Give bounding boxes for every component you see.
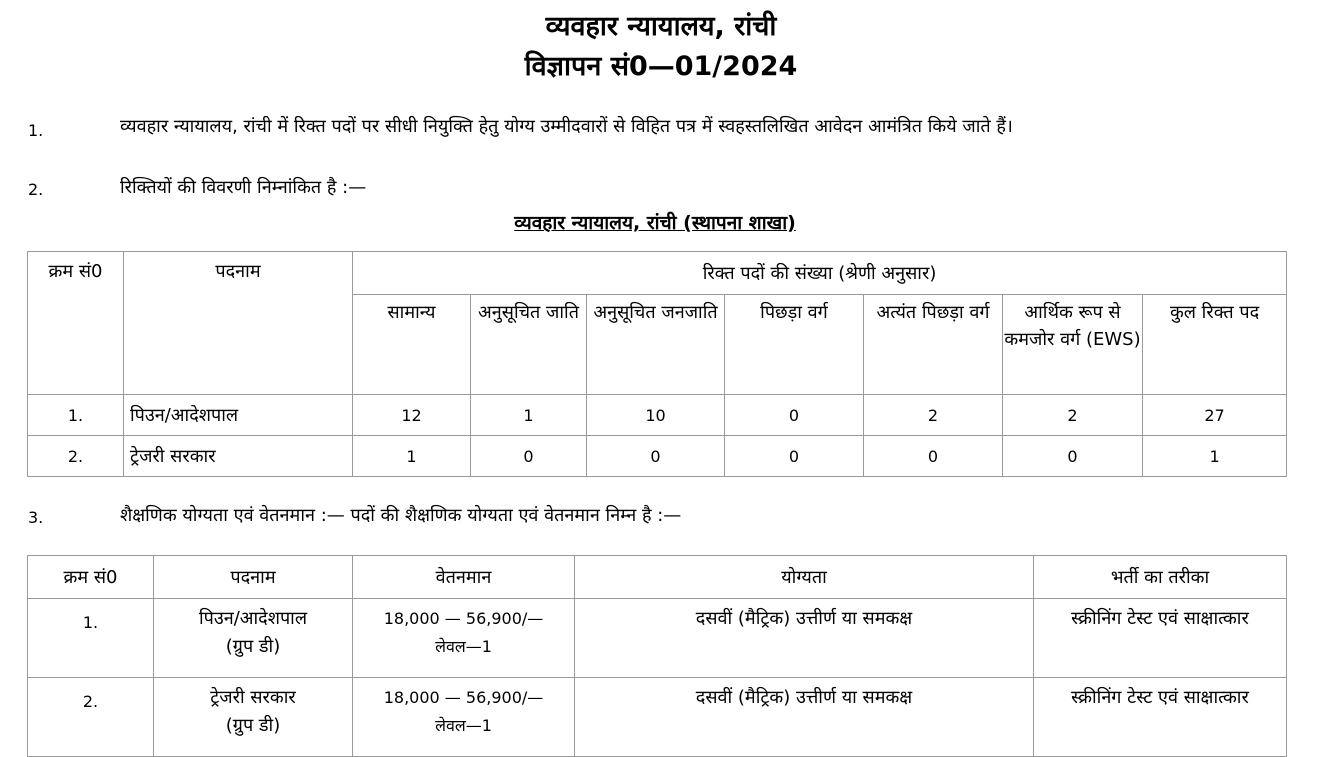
- header-category-st: अनुसूचित जनजाति: [587, 295, 725, 395]
- count-cell: 1: [353, 436, 471, 477]
- recruitment-cell: स्क्रीनिंग टेस्ट एवं साक्षात्कार: [1034, 599, 1287, 678]
- count-cell: 2: [1003, 395, 1143, 436]
- pay-level: लेवल—1: [435, 637, 492, 656]
- para-1-number: 1.: [28, 121, 44, 140]
- header-post: पदनाम: [124, 252, 353, 395]
- recruitment-cell: स्क्रीनिंग टेस्ट एवं साक्षात्कार: [1034, 678, 1287, 757]
- count-cell: 0: [471, 436, 587, 477]
- post-cell: [154, 599, 353, 678]
- header-vacancy-count: रिक्त पदों की संख्या (श्रेणी अनुसार): [353, 252, 1287, 295]
- pay-range: 18,000 — 56,900/—: [383, 609, 544, 628]
- header-category-sc: अनुसूचित जाति: [471, 295, 587, 395]
- header-post: पदनाम: [154, 556, 353, 599]
- serial-cell: 2.: [28, 678, 154, 757]
- header-pay-scale: वेतनमान: [353, 556, 575, 599]
- header-category-general: सामान्य: [353, 295, 471, 395]
- serial-cell: 1.: [28, 599, 154, 678]
- pay-range: 18,000 — 56,900/—: [383, 688, 544, 707]
- count-cell: 0: [725, 395, 864, 436]
- post-name: ट्रेजरी सरकार: [210, 687, 296, 708]
- court-title: व्यवहार न्यायालय, रांची: [545, 11, 777, 42]
- post-group: (ग्रुप डी): [225, 636, 281, 657]
- qualification-cell: दसवीं (मैट्रिक) उत्तीर्ण या समकक्ष: [575, 599, 1034, 678]
- post-name: पिउन/आदेशपाल: [198, 608, 308, 629]
- header-recruitment-method: भर्ती का तरीका: [1034, 556, 1287, 599]
- count-cell: 0: [725, 436, 864, 477]
- count-cell: 10: [587, 395, 725, 436]
- para-3-number: 3.: [28, 508, 44, 527]
- count-cell: 1: [471, 395, 587, 436]
- post-cell: ट्रेजरी सरकार: [124, 436, 353, 477]
- vacancy-section-title: व्यवहार न्यायालय, रांची (स्थापना शाखा): [514, 212, 796, 234]
- qualification-cell: दसवीं (मैट्रिक) उत्तीर्ण या समकक्ष: [575, 678, 1034, 757]
- count-cell: 2: [864, 395, 1003, 436]
- table-row: [28, 395, 1287, 436]
- vacancy-table: [27, 251, 1287, 477]
- advertisement-number: विज्ञापन सं0—01/2024: [524, 51, 798, 82]
- post-cell: [154, 678, 353, 757]
- pay-cell: [353, 678, 575, 757]
- header-category-ebc: अत्यंत पिछड़ा वर्ग: [864, 295, 1003, 395]
- header-category-bc: पिछड़ा वर्ग: [725, 295, 864, 395]
- header-category-total: कुल रिक्त पद: [1143, 295, 1287, 395]
- pay-cell: [353, 599, 575, 678]
- count-cell: 0: [587, 436, 725, 477]
- header-serial: क्रम सं0: [28, 252, 124, 395]
- table-row: [28, 599, 1287, 678]
- pay-level: लेवल—1: [435, 716, 492, 735]
- count-cell: 12: [353, 395, 471, 436]
- serial-cell: 1.: [28, 395, 124, 436]
- count-cell: 0: [864, 436, 1003, 477]
- header-serial: क्रम सं0: [28, 556, 154, 599]
- header-qualification: योग्यता: [575, 556, 1034, 599]
- table-row: [28, 436, 1287, 477]
- para-2-text: रिक्तियों की विवरणी निम्नांकित है :—: [120, 177, 367, 198]
- serial-cell: 2.: [28, 436, 124, 477]
- post-cell: पिउन/आदेशपाल: [124, 395, 353, 436]
- para-2-number: 2.: [28, 180, 44, 199]
- table-row: [28, 678, 1287, 757]
- header-category-ews: आर्थिक रूप से कमजोर वर्ग (EWS): [1003, 295, 1143, 395]
- count-cell: 0: [1003, 436, 1143, 477]
- total-cell: 1: [1143, 436, 1287, 477]
- para-3-text: शैक्षणिक योग्यता एवं वेतनमान :— पदों की शैक्षणिक योग्यता एवं वेतनमान निम्न है :—: [120, 505, 682, 526]
- para-1-text: व्यवहार न्यायालय, रांची में रिक्त पदों पर सीधी नियुक्ति हेतु योग्य उम्मीदवारों से विहित पत्र में स्वहस्तलिखित आवेदन आमंत्रित किये जाते हैं।: [120, 116, 1013, 137]
- total-cell: 27: [1143, 395, 1287, 436]
- qualification-table: [27, 555, 1287, 757]
- post-group: (ग्रुप डी): [225, 715, 281, 736]
